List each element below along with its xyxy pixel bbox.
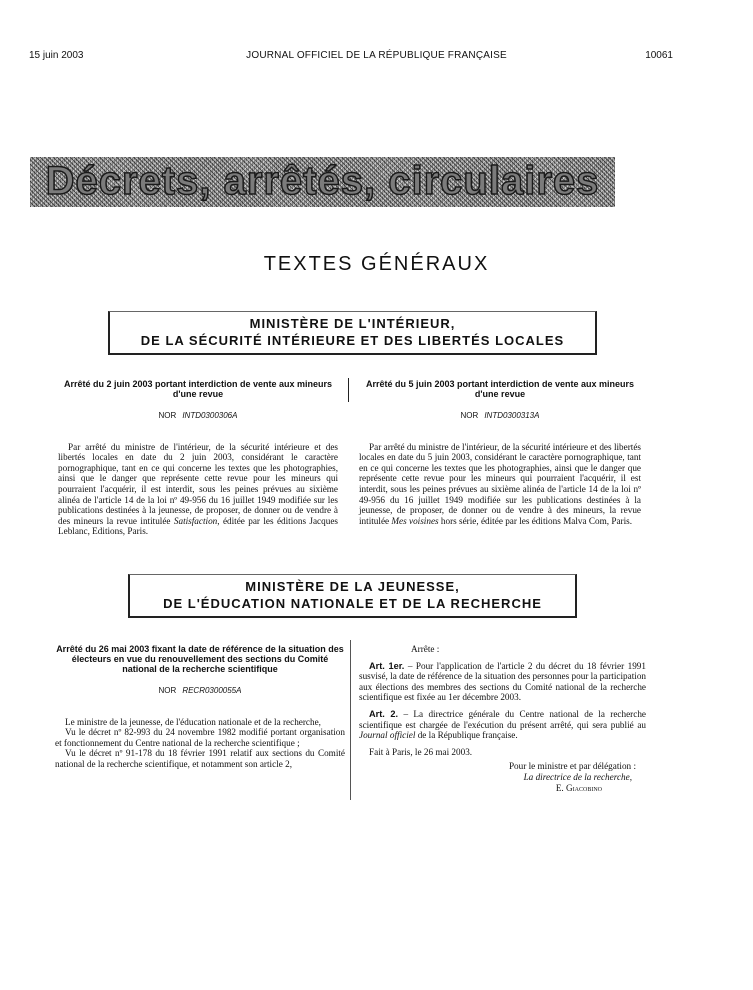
visa-2: Vu le décret nº 91-178 du 18 février 1991 relatif aux sections du Comité national de la recherche scientifique, et notamment son article 2, [55, 748, 345, 769]
ministry-box-jeunesse [128, 574, 577, 618]
visa-1: Vu le décret nº 82-993 du 24 novembre 1982 modifié portant organisation et fonctionnement du Centre national de la recherche scientifique ; [55, 727, 345, 748]
signature-line-1: Pour le ministre et par délégation : [508, 761, 636, 772]
header-page-number: 10061 [645, 50, 673, 61]
article-column-4 [359, 644, 646, 793]
nor-label: NOR [158, 411, 177, 420]
article-intro: Le ministre de la jeunesse, de l'éducation nationale et de la recherche, [65, 716, 321, 727]
article-title: Arrêté du 5 juin 2003 portant interdiction de vente aux mineurs d'une revue [365, 379, 635, 399]
nor-reference [55, 686, 345, 697]
done-at: Fait à Paris, le 26 mai 2003. [369, 746, 473, 757]
nor-code: RECR0300055A [182, 686, 242, 695]
article-2 [359, 709, 646, 741]
column-divider [350, 640, 351, 800]
signature-line-2 [359, 772, 646, 783]
section-title: TEXTES GÉNÉRAUX [263, 253, 490, 275]
article-title: Arrêté du 26 mai 2003 fixant la date de référence de la situation des électeurs en vue du renouvellement des sections du Comité national de la recherche scientifique [56, 644, 344, 674]
article-title: Arrêté du 2 juin 2003 portant interdiction de vente aux mineurs d'une revue [63, 379, 333, 399]
banner-text: Décrets, arrêtés, circulaires [45, 159, 600, 203]
publication-name: Satisfaction [173, 515, 218, 526]
arrete-heading: Arrête : [411, 644, 440, 654]
ministry-line-2: DE L'ÉDUCATION NATIONALE ET DE LA RECHERCHE [163, 596, 542, 611]
signature-title: La directrice de la recherche, [523, 771, 632, 782]
article-1 [359, 661, 646, 703]
body-text-end: hors série, éditée par les éditions Malva Com, Paris. [438, 515, 633, 526]
body-text-end: , éditée par les éditions Jacques Leblanc, Editions, Paris. [58, 515, 338, 537]
article-2-label: Art. 2. [369, 708, 399, 719]
article-column-2 [359, 379, 641, 526]
nor-code: INTD0300313A [484, 411, 540, 420]
section-banner [30, 157, 615, 207]
article-body [58, 442, 338, 537]
article-1-label: Art. 1er. [369, 660, 405, 671]
article-column-1 [58, 379, 338, 537]
article-2-text: – La directrice générale du Centre national de la recherche scientifique est chargée de l'exécution du présent arrêté, qui sera publié au [359, 708, 646, 730]
journal-officiel: Journal officiel [359, 730, 416, 741]
article-1-text: – Pour l'application de l'article 2 du décret du 18 février 1991 susvisé, la date de référence de la situation des personnes pour la participation aux élections des membres des sections du Comité national de la recherche scientifique est fixée au 1er décembre 2003. [359, 660, 647, 703]
ministry-line-2: DE LA SÉCURITÉ INTÉRIEURE ET DES LIBERTÉS LOCALES [140, 333, 565, 348]
article-2-end: de la République française. [415, 730, 518, 741]
ministry-line-1: MINISTÈRE DE L'INTÉRIEUR, [249, 316, 456, 331]
ministry-line-1: MINISTÈRE DE LA JEUNESSE, [245, 579, 460, 594]
publication-name: Mes voisines [391, 515, 439, 526]
signature-name: E. Giacobino [555, 782, 602, 793]
nor-label: NOR [460, 411, 479, 420]
body-text: Par arrêté du ministre de l'intérieur, de la sécurité intérieure et des libertés locales en date du 5 juin 2003, considérant le caractère pornographique, tant en ce qui concerne les textes que les photographies, ainsi que le danger que représente cette revue pour les mineurs qui pourraient l'acquérir, il est interdit, sous les peines prévues au sixième alinéa de l'article 14 de la loi nº 49-956 du 16 juillet 1949 modifiée sur les publications destinées à la jeunesse, de proposer, de donner ou de vendre à des mineurs, la revue intitulée [359, 441, 641, 526]
header-date: 15 juin 2003 [29, 50, 84, 61]
nor-code: INTD0300306A [182, 411, 238, 420]
nor-label: NOR [158, 686, 177, 695]
article-column-3 [55, 644, 345, 770]
ministry-box-interieur [108, 311, 597, 355]
nor-reference [58, 411, 338, 422]
column-divider [348, 378, 349, 402]
body-text: Par arrêté du ministre de l'intérieur, de la sécurité intérieure et des libertés locales en date du 2 juin 2003, considérant le caractère pornographique, tant en ce qui concerne les textes que les photographies, ainsi que le danger que représente cette revue pour les mineurs qui pourraient l'acquérir, il est interdit, sous les peines prévues au sixième alinéa de l'article 14 de la loi nº 49-956 du 16 juillet 1949 modifiée sur les publications destinées à la jeunesse, de proposer, de donner ou de vendre à des mineurs la revue intitulée [58, 441, 338, 526]
header-journal-title: JOURNAL OFFICIEL DE LA RÉPUBLIQUE FRANÇAISE [246, 50, 507, 61]
article-body [359, 442, 641, 527]
nor-reference [359, 411, 641, 422]
